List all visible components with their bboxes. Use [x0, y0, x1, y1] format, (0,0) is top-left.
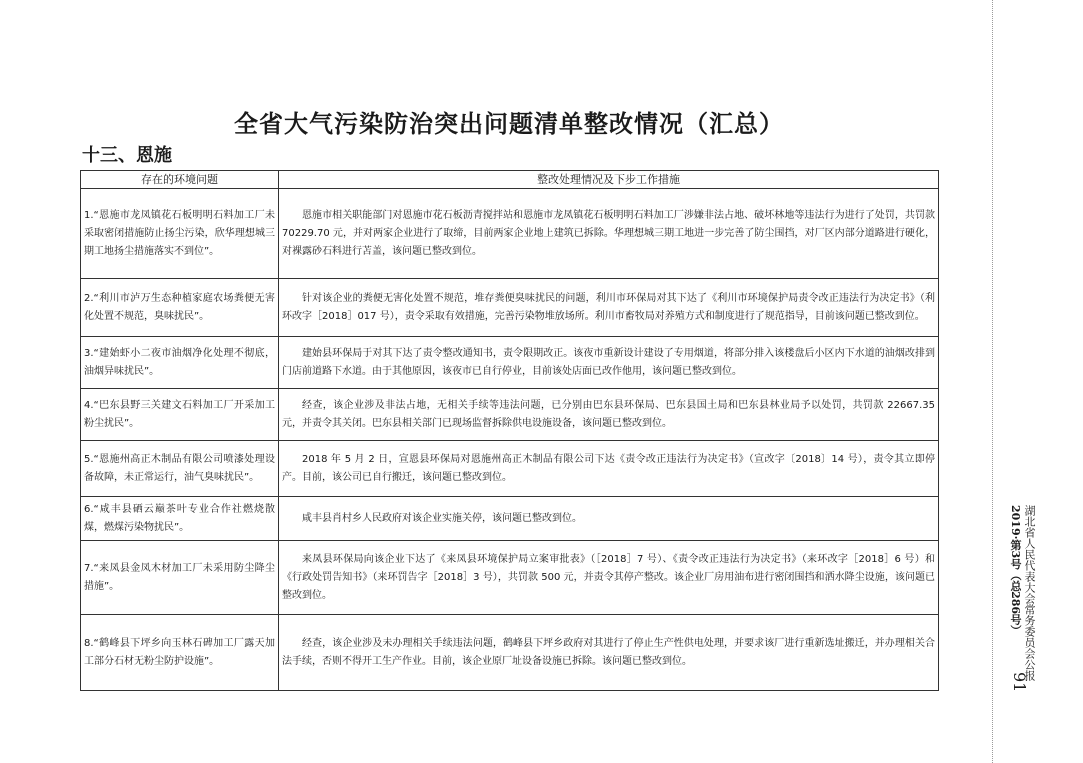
page-number: 91: [1010, 672, 1029, 693]
issue-cell: 6.“咸丰县硒云巅茶叶专业合作社燃烧散煤，燃煤污染物扰民”。: [81, 497, 279, 541]
publication-issue: 2019·第3号（总286号）: [1009, 505, 1022, 637]
measure-cell: 经查，该企业涉及非法占地，无相关手续等违法问题，已分别由巴东县环保局、巴东县国土局和巴东县林业局予以处罚，共罚款 22667.35 元，并责令其关闭。巴东县相关部门已现场监督拆除供电设施设备，该问题已整改到位。: [279, 389, 939, 441]
issue-cell: 7.“来凤县金凤木材加工厂未采用防尘降尘措施”。: [81, 541, 279, 615]
column-header-measure: 整改处理情况及下步工作措施: [279, 171, 939, 189]
issue-cell: 2.“利川市泸万生态种植家庭农场粪便无害化处置不规范，臭味扰民”。: [81, 279, 279, 337]
issue-cell: 1.“恩施市龙凤镇花石板明明石料加工厂未采取密闭措施防止扬尘污染，欣华理想城三期工地扬尘措施落实不到位”。: [81, 189, 279, 279]
measure-cell: 2018 年 5 月 2 日，宣恩县环保局对恩施州高正木制品有限公司下达《责令改正违法行为决定书》（宣改字〔2018〕14 号），责令其立即停产。目前，该公司已自行搬迁，该问题已整改到位。: [279, 441, 939, 497]
measure-cell: 建始县环保局于对其下达了责令整改通知书，责令限期改正。该夜市重新设计建设了专用烟道，将部分排入该楼盘后小区内下水道的油烟改排到门店前道路下水道。由于其他原因，该夜市已自行停业，目前该处店面已改作他用，该问题已整改到位。: [279, 337, 939, 389]
issue-cell: 8.“鹤峰县下坪乡向玉林石碑加工厂露天加工部分石材无粉尘防护设施”。: [81, 615, 279, 691]
table-row: [81, 279, 939, 337]
measure-cell: 来凤县环保局向该企业下达了《来凤县环境保护局立案审批表》（［2018］7 号）、《责令改正违法行为决定书》（来环改字［2018］6 号）和《行政处罚告知书》（来环罚告字［2018］3 号），共罚款 500 元，并责令其停产整改。该企业厂房用油布进行密闭围挡和洒水降尘设施，该问题已整改到位。: [279, 541, 939, 615]
measure-cell: 针对该企业的粪便无害化处置不规范，堆存粪便臭味扰民的问题，利川市环保局对其下达了《利川市环境保护局责令改正违法行为决定书》（利环改字［2018］017 号），责令采取有效措施，完善污染物堆放场所。利川市畜牧局对养殖方式和制度进行了规范指导，目前该问题已整改到位。: [279, 279, 939, 337]
issue-cell: 5.“恩施州高正木制品有限公司喷漆处理设备故障，未正常运行，油气臭味扰民”。: [81, 441, 279, 497]
issue-cell: 3.“建始虾小二夜市油烟净化处理不彻底，油烟异味扰民”。: [81, 337, 279, 389]
page-title: 全省大气污染防治突出问题清单整改情况（汇总）: [234, 109, 784, 138]
margin-dotted-rule: [992, 0, 993, 763]
table-row: [81, 615, 939, 691]
table-row: [81, 337, 939, 389]
issue-cell: 4.“巴东县野三关建文石料加工厂开采加工粉尘扰民”。: [81, 389, 279, 441]
table-row: [81, 541, 939, 615]
table-row: [81, 389, 939, 441]
table-row: [81, 441, 939, 497]
publication-sidebar: [1008, 505, 1036, 681]
table-row: [81, 497, 939, 541]
rectification-table: [80, 170, 939, 691]
measure-cell: 经查，该企业涉及未办理相关手续违法问题，鹤峰县下坪乡政府对其进行了停止生产性供电处理，并要求该厂进行重新选址搬迁，并办理相关合法手续，否则不得开工生产作业。目前，该企业原厂址设备设施已拆除。该问题已整改到位。: [279, 615, 939, 691]
section-heading: 十三、恩施: [82, 145, 172, 166]
measure-cell: 咸丰县肖村乡人民政府对该企业实施关停，该问题已整改到位。: [279, 497, 939, 541]
column-header-issue: 存在的环境问题: [81, 171, 279, 189]
measure-cell: 恩施市相关职能部门对恩施市花石板沥青搅拌站和恩施市龙凤镇花石板明明石料加工厂涉嫌非法占地、破坏林地等违法行为进行了处罚，共罚款 70229.70 元，并对两家企业进行了取缔，目前两家企业地上建筑已拆除。华理想城三期工地进一步完善了防尘围挡，对厂区内部分道路进行硬化，对裸露砂石料进行苫盖，该问题已整改到位。: [279, 189, 939, 279]
table-row: [81, 189, 939, 279]
table-header-row: [81, 171, 939, 189]
publication-name: 湖北省人民代表大会常务委员会公报: [1023, 505, 1036, 681]
